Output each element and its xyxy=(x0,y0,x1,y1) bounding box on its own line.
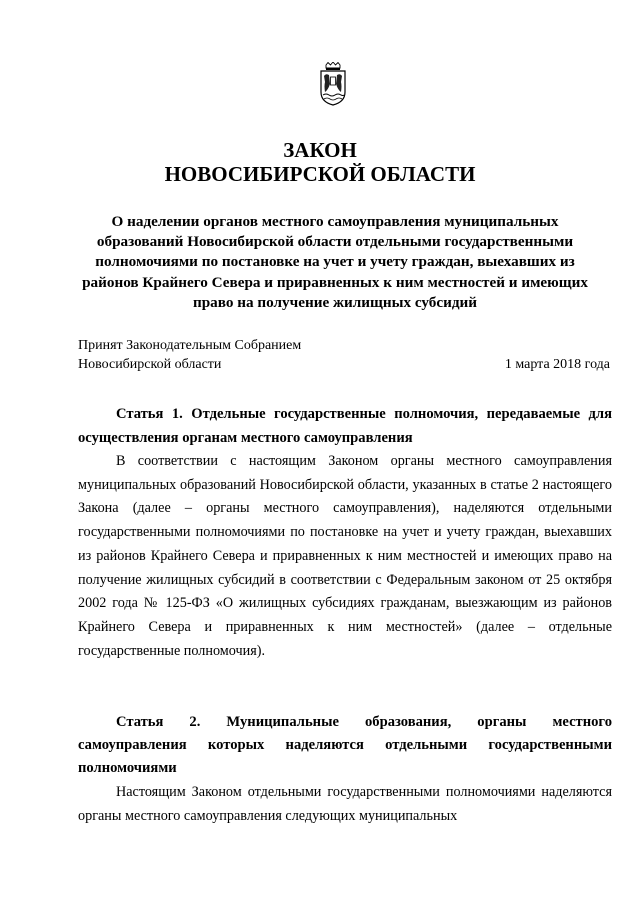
article-heading: Статья 2. Муниципальные образования, органы местного самоуправления которых наделяются отдельными государственными полномочиями xyxy=(78,714,612,776)
adopted-by-line1: Принят Законодательным Собранием xyxy=(78,338,302,353)
article-1 xyxy=(78,402,612,663)
law-region-title: НОВОСИБИРСКОЙ ОБЛАСТИ xyxy=(164,162,476,186)
article-paragraph: В соответствии с настоящим Законом органы местного самоуправления муниципальных образований Новосибирской области, указанных в статье 2 настоящего Закона (далее – органы местного самоуправления), наделяются отдельными государственными полномочиями по постановке на учет и учету граждан, выехавших из районов Крайнего Севера и приравненных к ним местностей и имеющих право на получение жилищных субсидий в соответствии с Федеральным законом от 25 октября 2002 года № 125-ФЗ «О жилищных субсидиях гражданам, выезжающим из районов Крайнего Севера и приравненных к ним местностей» (далее – отдельные государственные полномочия). xyxy=(78,453,612,659)
adopted-by-line2: Новосибирской области xyxy=(78,357,222,372)
article-paragraph: Настоящим Законом отдельными государственными полномочиями наделяются органы местного самоуправления следующих муниципальных xyxy=(78,784,612,824)
law-subject-title: О наделении органов местного самоуправления муниципальных образований Новосибирской области отдельными государственными полномочиями по постановке на учет и учету граждан, выехавших из районов Крайнего Севера и приравненных к ним местностей и имеющих право на получение жилищных субсидий xyxy=(82,213,588,311)
law-title: ЗАКОН xyxy=(283,138,357,162)
novosibirsk-coat-of-arms-icon xyxy=(318,62,348,106)
article-heading: Статья 1. Отдельные государственные полномочия, передаваемые для осуществления органам местного самоуправления xyxy=(78,406,612,446)
article-2 xyxy=(78,711,612,828)
adoption-date: 1 марта 2018 года xyxy=(504,357,610,372)
